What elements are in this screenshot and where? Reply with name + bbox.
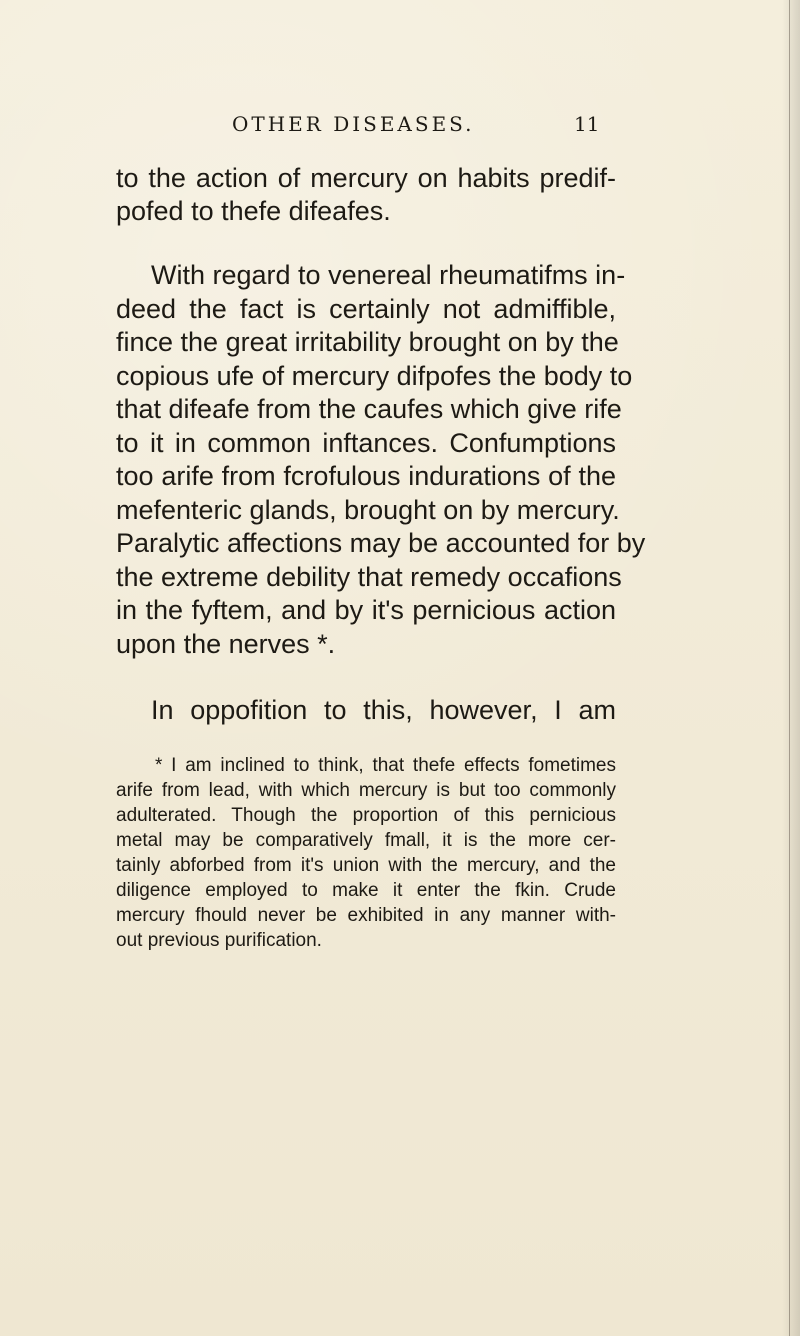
text-line: pofed to thefe difeafes. (116, 196, 391, 226)
footnote-line: diligence employed to make it enter the fkin. Crude (116, 880, 616, 901)
footnote-line: out previous purification. (116, 930, 322, 951)
page-edge-shadow (782, 0, 800, 1336)
footnote-line: adulterated. Though the proportion of this pernicious (116, 805, 616, 826)
text-line: the extreme debility that remedy occafions (116, 562, 622, 592)
footnote-line: arife from lead, with which mercury is but too commonly (116, 780, 616, 801)
text-line: deed the fact is certainly not admiffible, (116, 294, 616, 324)
text-line: that difeafe from the caufes which give rife (116, 394, 622, 424)
running-head (0, 112, 800, 142)
page-number: 11 (574, 112, 600, 136)
text-line: mefenteric glands, brought on by mercury. (116, 495, 620, 525)
running-head-title: OTHER DISEASES. (232, 112, 475, 136)
text-line: to the action of mercury on habits predif- (116, 163, 616, 193)
text-line: In oppofition to this, however, I am (151, 695, 616, 725)
text-line: Paralytic affections may be accounted for by (116, 528, 646, 558)
text-line: With regard to venereal rheumatifms in- (151, 260, 626, 290)
footnote-line: * I am inclined to think, that thefe effects fometimes (155, 755, 616, 776)
page-edge-line (789, 0, 790, 1336)
text-line: in the fyftem, and by it's pernicious action (116, 595, 616, 625)
text-line: copious ufe of mercury difpofes the body to (116, 361, 633, 391)
footnote-line: metal may be comparatively fmall, it is the more cer- (116, 830, 616, 851)
text-line: fince the great irritability brought on by the (116, 327, 619, 357)
text-line: too arife from fcrofulous indurations of the (116, 461, 616, 491)
text-line: to it in common inftances. Confumptions (116, 428, 616, 458)
footnote-line: tainly abforbed from it's union with the mercury, and the (116, 855, 616, 876)
footnote-line: mercury fhould never be exhibited in any manner with- (116, 905, 616, 926)
text-line: upon the nerves *. (116, 629, 336, 659)
